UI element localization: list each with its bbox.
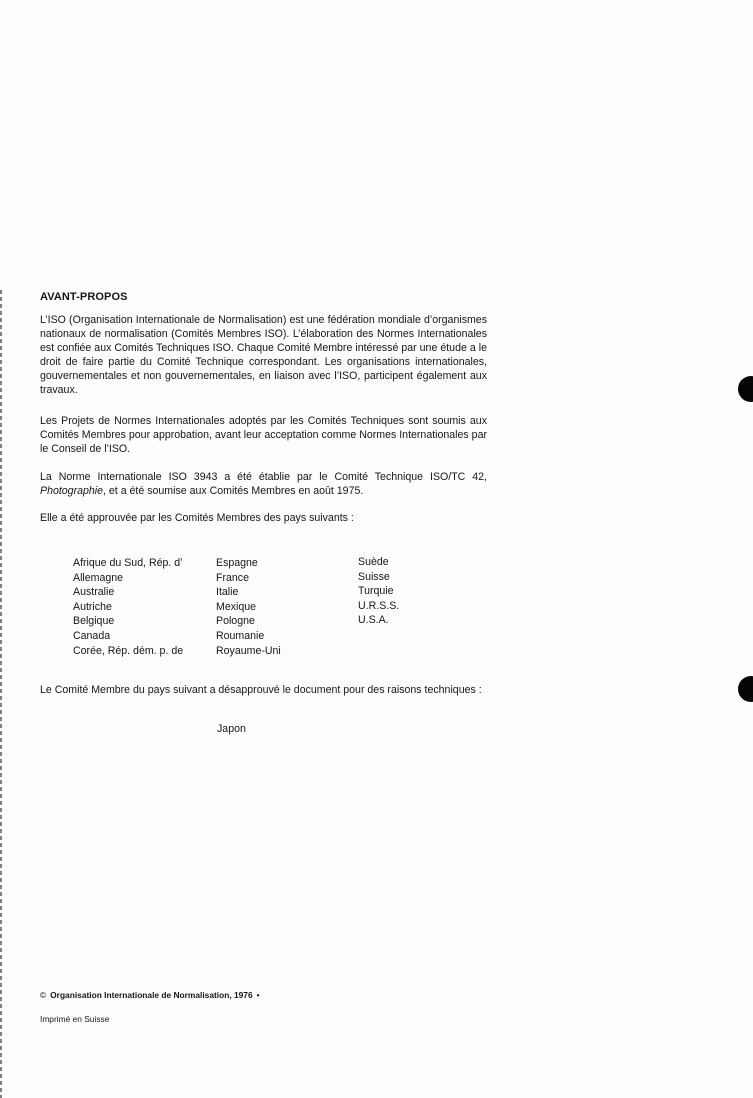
punch-hole-bottom bbox=[738, 676, 753, 702]
disapproving-country: Japon bbox=[217, 723, 246, 735]
punch-hole-top bbox=[738, 376, 753, 402]
country: Allemagne bbox=[73, 571, 124, 584]
country: Canada bbox=[73, 629, 111, 642]
country: Suisse bbox=[358, 570, 390, 583]
countries-column-3 bbox=[358, 555, 399, 628]
paragraph-iso-intro: L’ISO (Organisation Internationale de Normalisation) est une fédération mondiale d’organismes nationaux de normalisation (Comités Membres ISO). L’élaboration des Normes Internationales est confiée aux Comités Techniques ISO. Chaque Comité Membre intéressé par une étude a le droit de faire partie du Comité Technique correspondant. Les organisations internationales, gouvernementales et non gouvernementales, en liaison avec l’ISO, participent également aux travaux. bbox=[40, 314, 487, 397]
countries-column-2 bbox=[216, 556, 281, 658]
country: Pologne bbox=[216, 615, 255, 628]
paragraph-standard-origin bbox=[40, 470, 487, 498]
country: Turquie bbox=[358, 585, 394, 598]
page-edge-perforation bbox=[0, 290, 2, 1098]
committee-name: Photographie bbox=[40, 484, 104, 497]
section-heading: AVANT-PROPOS bbox=[40, 291, 128, 303]
country: Afrique du Sud, Rép. d’ bbox=[73, 557, 183, 569]
paragraph-disapproval-intro: Le Comité Membre du pays suivant a désapprouvé le document pour des raisons techniques : bbox=[40, 684, 482, 696]
bullet-icon: • bbox=[256, 990, 260, 1000]
country: U.R.S.S. bbox=[358, 599, 400, 612]
country: Australie bbox=[73, 586, 115, 599]
standard-text-after: , et a été soumise aux Comités Membres en août 1975. bbox=[103, 484, 364, 497]
country: Suède bbox=[358, 556, 389, 568]
countries-column-1 bbox=[73, 556, 183, 658]
paragraph-approval-intro: Elle a été approuvée par les Comités Membres des pays suivants : bbox=[40, 512, 354, 525]
foreword-section bbox=[40, 291, 487, 537]
country: U.S.A. bbox=[358, 614, 389, 627]
country: Corée, Rép. dém. p. de bbox=[73, 644, 184, 657]
country: France bbox=[216, 571, 249, 584]
country: Mexique bbox=[216, 600, 257, 613]
country: Autriche bbox=[73, 600, 112, 613]
copyright-line bbox=[40, 990, 260, 1000]
country: Espagne bbox=[216, 557, 258, 569]
standard-text-before: La Norme Internationale ISO 3943 a été établie par le Comité Technique ISO/TC 42, bbox=[40, 470, 487, 483]
paragraph-draft-approval: Les Projets de Normes Internationales adoptés par les Comités Techniques sont soumis aux Comités Membres pour approbation, avant leur acceptation comme Normes Internationales par le Conseil de l’ISO. bbox=[40, 414, 487, 455]
country: Belgique bbox=[73, 615, 115, 628]
copyright-icon: © bbox=[40, 990, 47, 1000]
country: Royaume-Uni bbox=[216, 644, 281, 657]
copyright-text: Organisation Internationale de Normalisation, 1976 bbox=[50, 990, 253, 1000]
country: Roumanie bbox=[216, 629, 265, 642]
printed-in-note: Imprimé en Suisse bbox=[40, 1014, 110, 1024]
country: Italie bbox=[216, 586, 239, 599]
